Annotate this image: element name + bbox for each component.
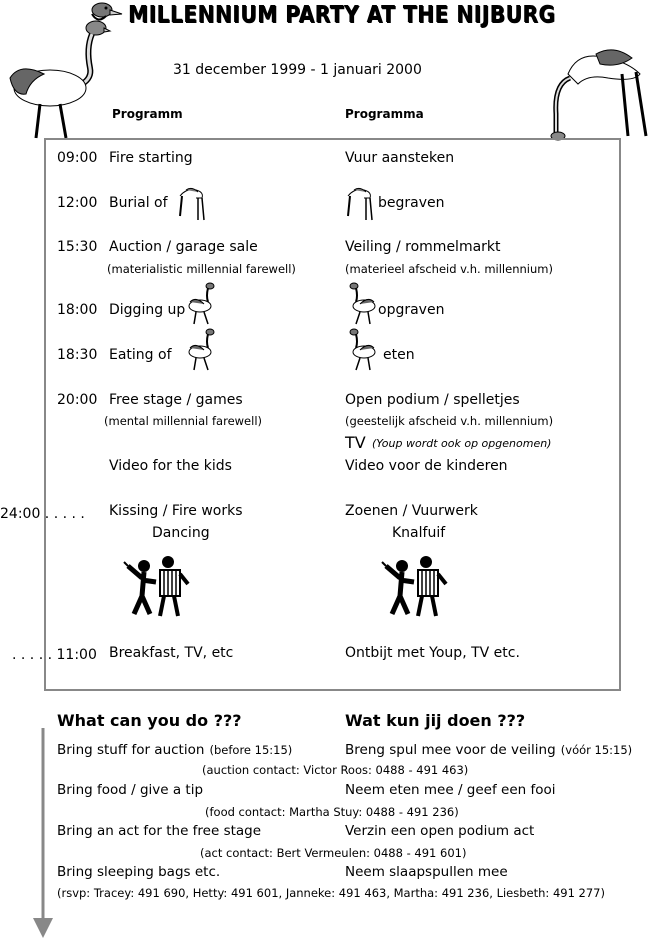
event-stage-en-sub: (mental millennial farewell) <box>104 414 262 428</box>
time-1800: 18:00 <box>57 302 98 318</box>
column-head-dutch: Programma <box>345 107 424 121</box>
todo-item-nl <box>345 739 632 758</box>
time-1100: . . . . . 11:00 <box>12 647 97 663</box>
ostrich-right-icon <box>548 44 652 140</box>
event-stage-nl: Open podium / spelletjes <box>345 392 520 408</box>
event-dancing-en: Dancing <box>152 525 210 541</box>
time-2000: 20:00 <box>57 392 98 408</box>
ostrich-bending-icon <box>344 186 374 222</box>
event-fire-nl: Vuur aansteken <box>345 150 455 166</box>
event-dancing-nl: Knalfuif <box>392 525 446 541</box>
time-2400: 24:00 . . . . . <box>0 506 85 522</box>
event-video-en: Video for the kids <box>109 458 232 474</box>
todo-auction-contact: (auction contact: Victor Roos: 0488 - 491 463) <box>202 763 469 777</box>
event-auction-en-sub: (materialistic millennial farewell) <box>107 262 296 276</box>
event-burial-en: Burial of <box>109 195 168 211</box>
todo-act-contact: (act contact: Bert Vermeulen: 0488 - 491 601) <box>200 846 467 860</box>
todo-auction-nl: Breng spul mee voor de veiling <box>345 742 556 758</box>
todo-sleep-en: Bring sleeping bags etc. <box>57 864 221 880</box>
todo-auction-en-note: (before 15:15) <box>209 743 293 757</box>
todo-title-en: What can you do ??? <box>57 711 242 730</box>
event-burial-nl: begraven <box>378 195 445 211</box>
time-0900: 09:00 <box>57 150 98 166</box>
todo-title-nl: Wat kun jij doen ??? <box>345 711 526 730</box>
column-head-english: Programm <box>112 107 183 121</box>
ostrich-bending-icon <box>176 186 206 222</box>
ostrich-standing-icon <box>344 282 378 324</box>
dancers-icon <box>378 552 454 622</box>
event-stage-en: Free stage / games <box>109 392 243 408</box>
event-digging-en: Digging up <box>109 302 186 318</box>
time-1830: 18:30 <box>57 347 98 363</box>
ostrich-standing-icon <box>186 328 220 370</box>
todo-food-contact: (food contact: Martha Stuy: 0488 - 491 236) <box>205 805 459 819</box>
event-auction-en: Auction / garage sale <box>109 239 258 255</box>
ostrich-left-icon <box>0 18 110 138</box>
event-breakfast-nl: Ontbijt met Youp, TV etc. <box>345 645 520 661</box>
time-1200: 12:00 <box>57 195 98 211</box>
event-video-nl: Video voor de kinderen <box>345 458 508 474</box>
event-eating-nl: eten <box>383 347 415 363</box>
down-arrow-icon <box>32 728 54 940</box>
todo-item-en <box>57 739 292 758</box>
event-digging-nl: opgraven <box>378 302 445 318</box>
todo-food-nl: Neem eten mee / geef een fooi <box>345 782 556 798</box>
todo-food-en: Bring food / give a tip <box>57 782 204 798</box>
page-title: MILLENNIUM PARTY AT THE NIJBURG <box>128 2 556 28</box>
event-kissing-nl: Zoenen / Vuurwerk <box>345 503 478 519</box>
ostrich-standing-icon <box>344 328 378 370</box>
event-auction-nl: Veiling / rommelmarkt <box>345 239 501 255</box>
event-kissing-en: Kissing / Fire works <box>109 503 243 519</box>
event-breakfast-en: Breakfast, TV, etc <box>109 645 234 661</box>
event-date: 31 december 1999 - 1 januari 2000 <box>173 62 422 78</box>
todo-act-en: Bring an act for the free stage <box>57 823 262 839</box>
todo-auction-nl-note: (vóór 15:15) <box>560 743 633 757</box>
tv-note: (Youp wordt ook op opgenomen) <box>372 437 552 450</box>
todo-rsvp-contact: (rsvp: Tracey: 491 690, Hetty: 491 601, Janneke: 491 463, Martha: 491 236, Liesbeth: 491 277) <box>57 886 605 900</box>
todo-auction-en: Bring stuff for auction <box>57 742 205 758</box>
todo-sleep-nl: Neem slaapspullen mee <box>345 864 508 880</box>
event-auction-nl-sub: (materieel afscheid v.h. millennium) <box>345 262 553 276</box>
todo-act-nl: Verzin een open podium act <box>345 823 535 839</box>
event-stage-nl-sub: (geestelijk afscheid v.h. millennium) <box>345 414 554 428</box>
time-1530: 15:30 <box>57 239 98 255</box>
event-fire-en: Fire starting <box>109 150 193 166</box>
event-eating-en: Eating of <box>109 347 172 363</box>
ostrich-standing-icon <box>186 282 220 324</box>
dancers-icon <box>120 552 196 622</box>
tv-label: TV <box>345 433 366 452</box>
